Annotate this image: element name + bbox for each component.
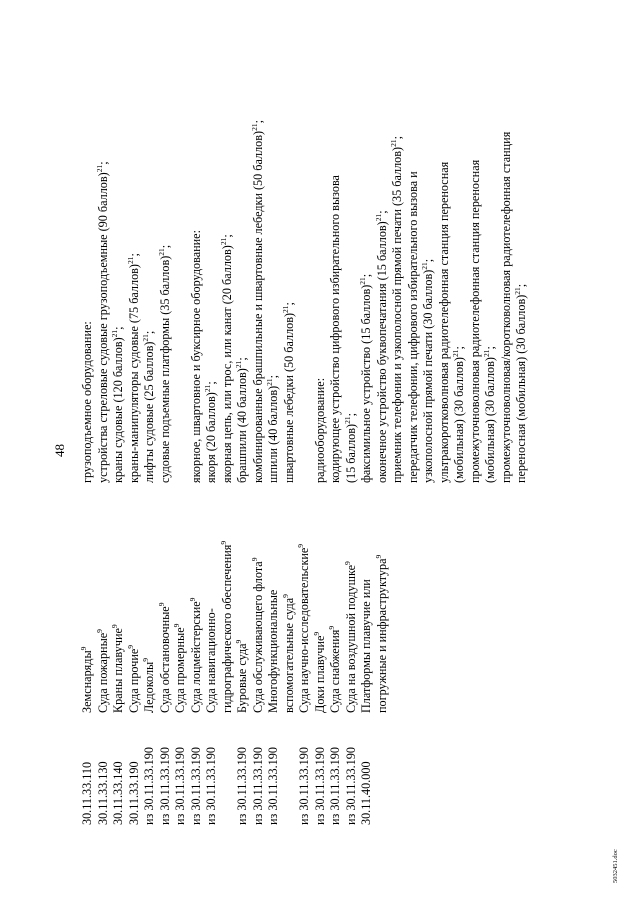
equipment-line: [142, 43, 158, 483]
row-name-text: Ледоколы: [142, 661, 156, 713]
equipment-line: [499, 43, 515, 483]
footnote-ref: 21: [388, 139, 398, 147]
row-name-text: погружные и инфраструктура: [374, 558, 389, 713]
line-terminator: ;: [281, 302, 296, 306]
equipment-text: оконечное устройство буквопечатания (15 баллов): [374, 221, 389, 483]
equipment-line: [282, 43, 298, 483]
equipment-line: [127, 43, 143, 483]
equipment-line: [96, 43, 112, 483]
row-name-text: Суда лоцмейстерские: [188, 601, 203, 713]
equipment-line: [437, 43, 453, 483]
equipment-line: [452, 43, 468, 483]
row-code: из 30.11.33.190: [328, 747, 342, 825]
footnote-ref: 9: [218, 540, 228, 545]
equipment-text: брашпили (40 баллов): [235, 368, 249, 483]
row-code: из 30.11.33.190: [235, 747, 249, 825]
line-terminator: ;: [452, 346, 466, 350]
equipment-column: [80, 43, 530, 483]
footnote-ref: 9: [187, 597, 197, 602]
equipment-text: судовые подъемные платформы (35 баллов): [157, 255, 172, 483]
footnote-ref: 9: [125, 644, 135, 649]
footnote-ref: 21: [125, 256, 135, 265]
row-name: [189, 483, 205, 713]
line-terminator: ;: [359, 273, 373, 278]
line-terminator: ;: [390, 136, 404, 140]
row-name: [297, 483, 313, 713]
footnote-ref: 21: [218, 237, 228, 246]
row-name-text: Суда навигационно-: [204, 608, 218, 713]
footnote-ref: 9: [171, 623, 181, 628]
footnote-ref: 21: [481, 349, 491, 358]
line-terminator: ;: [483, 346, 497, 350]
row-code: из 30.11.33.190: [312, 747, 327, 825]
row-name-text: Земснаряды: [80, 650, 94, 713]
equipment-text: устройства стреловые судовые грузоподъемные (90 баллов): [95, 172, 110, 483]
line-terminator: ;: [235, 357, 249, 361]
footnote-ref: 21: [280, 305, 290, 313]
equipment-text: краны судовые (120 баллов): [111, 337, 125, 483]
row-code: 30.11.33.190: [126, 761, 141, 825]
row-name: [266, 483, 282, 713]
row-name: [220, 483, 236, 713]
row-code: из 30.11.33.190: [204, 747, 218, 825]
footnote-ref: 21: [156, 248, 166, 256]
row-name-text: Суда промерные: [173, 627, 187, 713]
row-name: [96, 483, 112, 713]
row-name: [282, 483, 298, 713]
equipment-text: лифты судовые (25 баллов): [142, 341, 156, 483]
row-name: [142, 483, 158, 713]
equipment-text: шпили (40 баллов): [266, 385, 280, 483]
row-code: из 30.11.33.190: [142, 747, 156, 825]
equipment-text: якорное, швартовное и буксирное оборудование:: [188, 230, 203, 483]
equipment-text: ультракоротковолновая радиотелефонная станция переносная: [436, 161, 451, 483]
row-name: [127, 483, 143, 713]
equipment-text: краны-манипуляторы судовые (75 баллов): [126, 264, 141, 483]
row-code: из 30.11.33.190: [188, 747, 203, 825]
footnote-ref: 21: [249, 123, 259, 131]
footnote-ref: 9: [326, 625, 336, 630]
footnote-ref: 9: [295, 543, 305, 548]
row-name-text: Многофункциональные: [266, 589, 280, 713]
row-name: [313, 483, 329, 713]
row-code: [220, 695, 236, 825]
footnote-ref: 21: [450, 349, 460, 358]
row-name: [235, 483, 251, 713]
equipment-line: [251, 43, 267, 483]
line-terminator: ;: [111, 326, 125, 330]
footnote-ref: 21: [373, 213, 383, 222]
row-name: [328, 483, 344, 713]
line-terminator: ;: [421, 258, 435, 263]
equipment-text: факсимильное устройство (15 баллов): [359, 284, 373, 483]
line-terminator: ;: [126, 253, 141, 257]
footnote-ref: 9: [156, 602, 166, 607]
equipment-text: швартовные лебедки (50 баллов): [281, 312, 296, 483]
vessel-type-column: [80, 483, 390, 713]
row-name: [204, 483, 220, 713]
line-terminator: ;: [142, 330, 156, 335]
equipment-text: (15 баллов): [343, 423, 358, 483]
row-name-text: Краны плавучие: [111, 628, 125, 713]
equipment-spacer: [173, 43, 189, 483]
row-name: [359, 483, 375, 713]
row-name-text: Суда обстановочные: [157, 606, 172, 713]
equipment-line: [220, 43, 236, 483]
footnote-ref: 21: [109, 329, 119, 338]
footnote-ref: 21: [233, 360, 243, 369]
okpd-code-column: [80, 695, 390, 825]
equipment-spacer: [297, 43, 313, 483]
footnote-ref: 9: [373, 554, 383, 559]
equipment-line: [313, 43, 329, 483]
row-name-text: Доки плавучие: [312, 635, 327, 713]
row-name-text: Суда пожарные: [95, 632, 110, 713]
footnote-ref: 9: [109, 624, 119, 629]
equipment-text: (мобильная) (30 баллов): [452, 357, 466, 483]
row-name-text: Буровые суда: [235, 643, 249, 713]
equipment-text: приемник телефонии и узкополосной прямой печати (35 баллов): [390, 146, 404, 483]
row-name-text: Суда научно-исследовательские: [297, 547, 311, 713]
footnote-ref: 9: [342, 561, 352, 566]
row-code: из 30.11.33.190: [343, 747, 358, 825]
row-name-text: вспомогательные суда: [281, 597, 296, 713]
row-name: [344, 483, 360, 713]
equipment-text: якорная цепь, или трос, или канат (20 баллов): [219, 245, 234, 483]
equipment-line: [375, 43, 391, 483]
footnote-ref: 21: [342, 416, 352, 424]
row-code: 30.11.33.130: [95, 761, 110, 825]
equipment-text: узкополосной прямой печати (30 баллов): [421, 269, 435, 483]
line-terminator: ;: [219, 234, 234, 238]
equipment-text: грузоподъемное оборудование:: [80, 321, 94, 483]
page-number: 48: [52, 444, 67, 457]
line-terminator: ;: [204, 381, 218, 385]
equipment-line: [328, 43, 344, 483]
footnote-ref: 21: [419, 262, 429, 270]
equipment-line: [514, 43, 530, 483]
equipment-line: [483, 43, 499, 483]
line-terminator: ;: [514, 283, 528, 288]
row-code: из 30.11.33.190: [173, 747, 187, 825]
equipment-text: передатчик телефонии, цифрового избирательного вызова и: [405, 171, 420, 483]
row-name-text: Суда снабжения: [328, 629, 342, 713]
footnote-ref: 9: [140, 658, 150, 662]
row-name-text: Суда на воздушной подушке: [343, 565, 358, 713]
equipment-line: [189, 43, 205, 483]
equipment-line: [266, 43, 282, 483]
equipment-line: [359, 43, 375, 483]
row-name: [251, 483, 267, 713]
row-code: [282, 695, 298, 825]
row-name: [375, 483, 391, 713]
equipment-text: радиооборудование:: [312, 377, 327, 483]
line-terminator: ;: [250, 120, 265, 124]
line-terminator: ;: [374, 210, 389, 214]
equipment-line: [468, 43, 484, 483]
row-code: из 30.11.33.190: [297, 747, 311, 825]
row-code: из 30.11.33.190: [250, 747, 265, 825]
equipment-line: [344, 43, 360, 483]
footnote-ref: 9: [94, 629, 104, 633]
footnote-ref: 9: [249, 557, 259, 562]
row-code: из 30.11.33.190: [266, 747, 280, 825]
line-terminator: ;: [95, 161, 110, 165]
row-name-text: гидрографического обеспечения: [219, 544, 234, 713]
equipment-text: (мобильная) (30 баллов): [483, 357, 497, 483]
row-code: [375, 695, 391, 825]
equipment-text: промежуточноволновая/коротковолновая радиотелефонная станция: [498, 131, 513, 483]
footnote-ref: 21: [264, 378, 274, 386]
equipment-line: [80, 43, 96, 483]
footnote-ref: 21: [202, 384, 212, 393]
equipment-line: [158, 43, 174, 483]
row-name-text: Платформы плавучие или: [359, 579, 373, 713]
footer-filename: 5032451.doc: [612, 849, 619, 883]
row-name: [111, 483, 127, 713]
equipment-text: кодирующее устройство цифрового избирательного вызова: [328, 175, 342, 483]
line-terminator: ;: [343, 413, 358, 417]
footnote-ref: 9: [78, 646, 88, 651]
equipment-line: [204, 43, 220, 483]
line-terminator: ;: [157, 244, 172, 249]
row-name: [173, 483, 189, 713]
footnote-ref: 9: [311, 631, 321, 636]
equipment-text: переносная (мобильная) (30 баллов): [514, 294, 528, 483]
row-name: [80, 483, 96, 713]
equipment-text: комбинированные брашпильные и швартовные лебедки (50 баллов): [250, 130, 265, 483]
row-code: 30.11.40.000: [359, 761, 373, 825]
footnote-ref: 21: [357, 277, 367, 285]
footnote-ref: 9: [280, 594, 290, 598]
equipment-line: [235, 43, 251, 483]
footnote-ref: 21: [512, 287, 522, 295]
row-name-text: Суда прочие: [126, 648, 141, 713]
row-code: 30.11.33.110: [80, 761, 94, 825]
line-terminator: ;: [266, 374, 280, 379]
equipment-text: якоря (20 баллов): [204, 392, 218, 483]
equipment-line: [111, 43, 127, 483]
equipment-line: [406, 43, 422, 483]
footnote-ref: 21: [140, 334, 150, 342]
row-name-text: Суда обслуживающего флота: [250, 561, 265, 713]
equipment-line: [390, 43, 406, 483]
row-name: [158, 483, 174, 713]
footnote-ref: 21: [94, 164, 104, 173]
row-code: из 30.11.33.190: [157, 747, 172, 825]
row-code: 30.11.33.140: [111, 761, 125, 825]
equipment-text: промежуточноволновая радиотелефонная станция переносная: [467, 159, 482, 483]
equipment-line: [421, 43, 437, 483]
footnote-ref: 9: [233, 639, 243, 644]
